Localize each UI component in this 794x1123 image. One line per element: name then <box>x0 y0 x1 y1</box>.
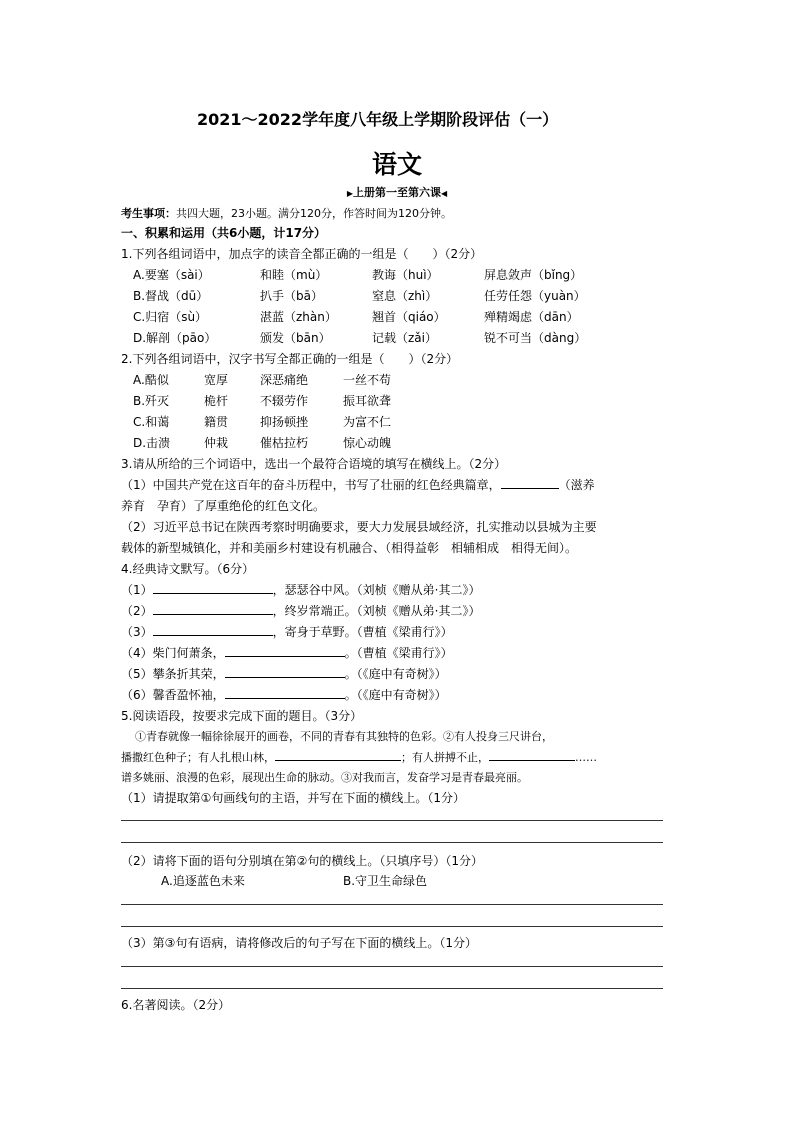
question-3-part1-line2: 养育 孕育）了厚重绝伦的红色文化。 <box>121 499 326 513</box>
q4-blank-1[interactable] <box>153 582 273 594</box>
q1-option-d3: 记载（zǎi） <box>372 331 437 345</box>
q2-option-a4: 一丝不苟 <box>343 373 392 387</box>
q2-option-d4: 惊心动魄 <box>343 436 392 450</box>
q1-option-d1: D.解剖（pāo） <box>133 331 217 345</box>
q1-option-b4: 任劳任怨（yuàn） <box>484 289 586 303</box>
q2-option-a2: 宽厚 <box>204 373 229 387</box>
q5-option-b: B.守卫生命绿色 <box>343 874 428 888</box>
q1-option-a3: 教诲（huì） <box>372 268 439 282</box>
q4-line-1-num: （1） <box>121 583 153 597</box>
q5-subquestion-2: （2）请将下面的语句分别填在第②句的横线上。（只填序号）（1分） <box>121 854 484 868</box>
q5-answer-line-1b[interactable] <box>121 842 663 843</box>
question-5-stem: 5.阅读语段，按要求完成下面的题目。（3分） <box>121 709 363 723</box>
q5-passage-line2-a: 播撒红色种子；有人扎根山林， <box>121 751 275 764</box>
q2-option-d3: 催枯拉朽 <box>260 436 309 450</box>
q5-answer-line-3a[interactable] <box>121 966 663 967</box>
exam-title: 2021～2022学年度八年级上学期阶段评估（一） <box>197 110 559 129</box>
q4-line-2-num: （2） <box>121 604 153 618</box>
q4-line-5-text: 。（《庭中有奇树》） <box>344 667 447 681</box>
q1-option-d2: 颁发（bān） <box>260 331 331 345</box>
q5-passage-line1: ①青春就像一幅徐徐展开的画卷，不同的青春有其独特的色彩。②有人投身三尺讲台， <box>135 730 553 743</box>
q5-passage-line2-c: …… <box>575 751 597 764</box>
q4-line-2-text: ，终岁常端正。（刘桢《赠从弟·其二》） <box>272 604 481 618</box>
q3-part1-blank[interactable] <box>501 477 559 489</box>
q1-option-b2: 扒手（bā） <box>260 289 323 303</box>
q4-line-3 <box>121 623 453 640</box>
question-3-part2-line1: （2）习近平总书记在陕西考察时明确要求，要大力发展县域经济，扎实推动以县城为主要 <box>121 520 597 534</box>
notice-label: 考生事项： <box>121 207 176 220</box>
q2-option-c3: 抑扬顿挫 <box>260 415 309 429</box>
q4-line-6-text: 。（《庭中有奇树》） <box>344 688 447 702</box>
q4-blank-6[interactable] <box>225 687 345 699</box>
q5-subquestion-3: （3）第③句有语病，请将修改后的句子写在下面的横线上。（1分） <box>121 936 478 950</box>
q2-option-d2: 仲栽 <box>204 436 229 450</box>
q4-line-3-text: ，寄身于草野。（曹植《梁甫行》） <box>272 625 453 639</box>
q4-blank-4[interactable] <box>225 645 345 657</box>
q4-line-5 <box>121 665 447 682</box>
q2-option-b2: 桅杆 <box>204 394 229 408</box>
q4-blank-3[interactable] <box>153 624 273 636</box>
scope-text: 上册第一至第六课 <box>353 186 441 199</box>
q5-passage-blank-2[interactable] <box>489 749 575 761</box>
q4-line-2 <box>121 602 480 619</box>
q5-passage-line2-b: ；有人拼搏不止， <box>401 751 489 764</box>
q2-option-b1: B.歼灭 <box>133 394 170 408</box>
section-heading: 一、积累和运用（共6小题，计17分） <box>121 226 327 240</box>
q4-line-6-num: （6）馨香盈怀袖， <box>121 688 225 702</box>
q4-line-1-text: ，瑟瑟谷中风。（刘桢《赠从弟·其二》） <box>272 583 481 597</box>
q2-option-b4: 振耳欲聋 <box>343 394 392 408</box>
q2-option-c2: 籍贯 <box>204 415 229 429</box>
q4-line-1 <box>121 581 480 598</box>
q1-option-c3: 翘首（qiáo） <box>372 310 446 324</box>
q2-option-b3: 不辍劳作 <box>260 394 309 408</box>
question-3-stem: 3.请从所给的三个词语中，选出一个最符合语境的填写在横线上。（2分） <box>121 457 507 471</box>
q4-line-4 <box>121 644 453 661</box>
q1-option-a1: A.要塞（sài） <box>133 268 210 282</box>
q1-option-b1: B.督战（dū） <box>133 289 209 303</box>
subject-title: 语文 <box>371 150 422 179</box>
q5-answer-line-2a[interactable] <box>121 904 663 905</box>
q2-option-d1: D.击溃 <box>133 436 171 450</box>
q1-option-b3: 窒息（zhì） <box>372 289 438 303</box>
q5-subquestion-1: （1）请提取第①句画线句的主语，并写在下面的横线上。（1分） <box>121 791 466 805</box>
q2-option-a3: 深恶痛绝 <box>260 373 309 387</box>
q4-line-6 <box>121 686 447 703</box>
q5-passage-blank-1[interactable] <box>275 749 401 761</box>
exam-notice <box>121 205 452 221</box>
q5-answer-line-2b[interactable] <box>121 926 663 927</box>
q4-line-5-num: （5）攀条折其荣， <box>121 667 225 681</box>
q3-part1-choices: （滋养 <box>558 478 595 492</box>
q3-part1-text: （1）中国共产党在这百年的奋斗历程中，书写了壮丽的红色经典篇章， <box>121 478 501 492</box>
q4-blank-5[interactable] <box>225 666 345 678</box>
question-1-stem: 1.下列各组词语中，加点字的读音全都正确的一组是（ ）（2分） <box>121 247 483 261</box>
q4-line-3-num: （3） <box>121 625 153 639</box>
q2-option-c1: C.和蔼 <box>133 415 170 429</box>
question-3-part2-line2: 载体的新型城镇化，并和美丽乡村建设有机融合、（相得益彰 相辅相成 相得无间）。 <box>121 541 578 555</box>
scope-line <box>0 184 794 200</box>
q1-option-c1: C.归宿（sù） <box>133 310 208 324</box>
triangle-left-icon: ◀ <box>441 189 448 198</box>
q4-line-4-text: 。（曹植《梁甫行》） <box>344 646 453 660</box>
q2-option-c4: 为富不仁 <box>343 415 392 429</box>
question-2-stem: 2.下列各组词语中，汉字书写全都正确的一组是（ ）（2分） <box>121 352 459 366</box>
triangle-right-icon: ▶ <box>346 189 353 198</box>
q1-option-d4: 锐不可当（dàng） <box>484 331 587 345</box>
q1-option-a2: 和睦（mù） <box>260 268 328 282</box>
q1-option-c2: 湛蓝（zhàn） <box>260 310 337 324</box>
q5-answer-line-1a[interactable] <box>121 820 663 821</box>
q2-option-a1: A.酷似 <box>133 373 169 387</box>
question-4-stem: 4.经典诗文默写。（6分） <box>121 562 255 576</box>
q5-passage-line2 <box>121 749 597 765</box>
q5-answer-line-3b[interactable] <box>121 988 663 989</box>
question-3-part1-line1 <box>121 476 595 493</box>
q4-line-4-num: （4）柴门何萧条， <box>121 646 225 660</box>
question-6-stem: 6.名著阅读。（2分） <box>121 998 231 1012</box>
q5-option-a: A.追逐蓝色未来 <box>161 874 245 888</box>
q4-blank-2[interactable] <box>153 603 273 615</box>
q1-option-a4: 屏息敛声（bǐng） <box>484 268 583 282</box>
notice-text: 共四大题，23小题。满分120分，作答时间为120分钟。 <box>176 207 452 220</box>
q1-option-c4: 殚精竭虑（dān） <box>484 310 579 324</box>
q5-passage-line3: 谱多姚丽、浪漫的色彩，展现出生命的脉动。③对我而言，发奋学习是青春最亮丽。 <box>121 771 528 784</box>
